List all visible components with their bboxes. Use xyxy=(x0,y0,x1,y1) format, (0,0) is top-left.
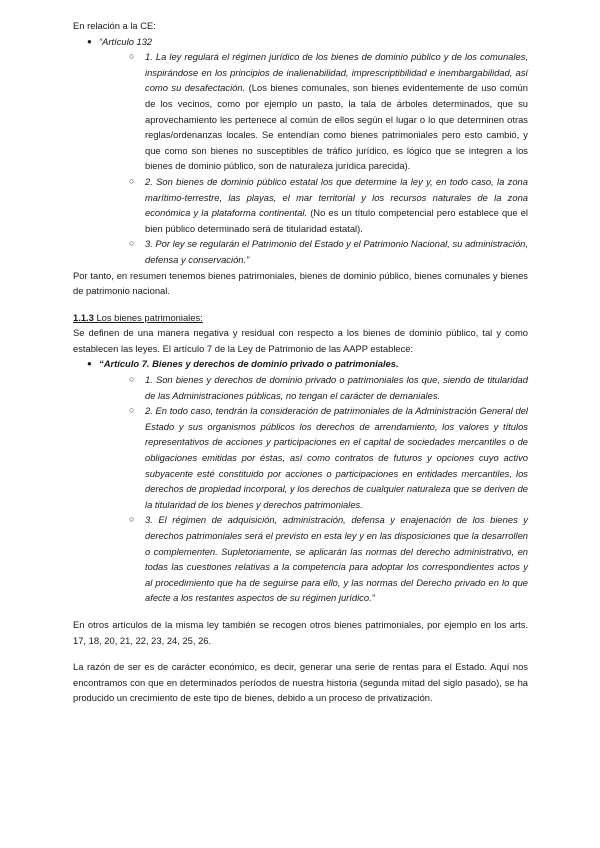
section-number: 1.1.3 xyxy=(73,311,94,323)
list-item xyxy=(73,372,528,403)
ce-intro: En relación a la CE: xyxy=(73,20,156,31)
list-item xyxy=(73,174,528,236)
article-7-item-3: 3. El régimen de adquisición, administración, defensa y enajenación de los bienes y derechos patrimoniales será el previsto en esta ley y en las disposiciones que la desarrollen o complementen. Supletoriamente, se aplicarán las normas del derecho administrativo, en todas las cuestiones relativas a la competencia para adoptar los correspondientes actos y al procedimiento que ha de seguirse para ello, y las normas del Derecho privado en lo que afecte a los restantes aspectos de su régimen jurídico.” xyxy=(145,514,528,604)
circle-bullet-icon: ○ xyxy=(129,175,135,186)
article-132-item-1: 1. La ley regulará el régimen jurídico de los bienes de dominio público y de los comunales, inspirándose en los principios de inalienabilidad, imprescriptibilidad e inembargabilidad, así como su desafectación. xyxy=(145,51,528,94)
circle-bullet-icon: ○ xyxy=(129,238,135,249)
article-132-item-2: 2. Son bienes de dominio público estatal los que determine la ley y, en todo caso, la zona marítimo-terrestre, las playas, el mar territorial y los recursos naturales de la zona económica y la plataforma continental. xyxy=(145,175,528,219)
list-item xyxy=(73,356,528,372)
section-heading xyxy=(73,310,528,326)
circle-bullet-icon: ○ xyxy=(129,374,135,385)
article-132-item-1-note: (Los bienes comunales, son bienes evidentemente de uso común de los vecinos, como por ejemplo un pasto, la tala de árboles determinados, que su aprovechamiento les pertenece al común de ellos según el lugar o lo que determinen otras reglas/ordenanzas locales. Se entendían como bienes patrimoniales pero esto cambió, y que como son bienes no susceptibles de tráfico jurídico, es lógico que se integren a los bienes de dominio público, son de naturaleza jurídica parecida). xyxy=(145,82,528,172)
bullet-icon: ● xyxy=(87,36,92,46)
bullet-icon: ● xyxy=(87,359,92,369)
other-articles-paragraph: En otros artículos de la misma ley también se recogen otros bienes patrimoniales, por ejemplo en los arts. 17, 18, 20, 21, 22, 23, 24, 25, 26. xyxy=(73,618,528,646)
article-132-item-3: 3. Por ley se regularán el Patrimonio del Estado y el Patrimonio Nacional, su administración, defensa y conservación.” xyxy=(145,238,529,265)
article-132-title: “Artículo 132 xyxy=(99,35,153,47)
summary-paragraph: Por tanto, en resumen tenemos bienes patrimoniales, bienes de dominio público, bienes comunales y bienes de patrimonio nacional. xyxy=(73,269,528,297)
article-7-title: “Artículo 7. Bienes y derechos de dominio privado o patrimoniales. xyxy=(99,358,399,370)
list-item xyxy=(73,34,528,50)
list-item xyxy=(73,49,528,174)
section-title: Los bienes patrimoniales: xyxy=(93,311,203,323)
circle-bullet-icon: ○ xyxy=(129,514,135,525)
circle-bullet-icon: ○ xyxy=(129,51,135,62)
list-item xyxy=(73,403,528,512)
section-intro: Se definen de una manera negativa y residual con respecto a los bienes de dominio público, tal y como establecen las leyes. El artículo 7 de la Ley de Patrimonio de las AAPP establece: xyxy=(73,327,528,354)
document-page xyxy=(73,18,528,706)
article-7-item-1: 1. Son bienes y derechos de dominio privado o patrimoniales los que, siendo de titularidad de las Administraciones públicas, no tengan el carácter de demaniales. xyxy=(145,374,528,401)
article-132-item-2-note: (No es un título competencial pero establece que el bien público determinado será de titularidad estatal). xyxy=(145,207,529,234)
economic-reason-paragraph: La razón de ser es de carácter económico, es decir, generar una serie de rentas para el Estado. Aquí nos encontramos con que en determinados períodos de nuestra historia (segunda mitad del siglo pasado), se ha producido un crecimiento de este tipo de bienes, debido a un proceso de privatización. xyxy=(73,661,528,704)
circle-bullet-icon: ○ xyxy=(129,405,135,416)
list-item xyxy=(73,512,528,606)
list-item xyxy=(73,236,528,267)
article-7-item-2: 2. En todo caso, tendrán la consideración de patrimoniales de la Administración General del Estado y sus organismos públicos los derechos de arrendamiento, los valores y títulos representativos de acciones y participaciones en el capital de sociedades mercantiles o de obligaciones emitidas por éstas, así como contratos de futuros y opciones cuyo activo subyacente esté constituido por acciones o participaciones en entidades mercantiles, los derechos de propiedad incorporal, y los derechos de cualquier naturaleza que se deriven de la titularidad de los bienes y derechos patrimoniales. xyxy=(145,405,528,510)
